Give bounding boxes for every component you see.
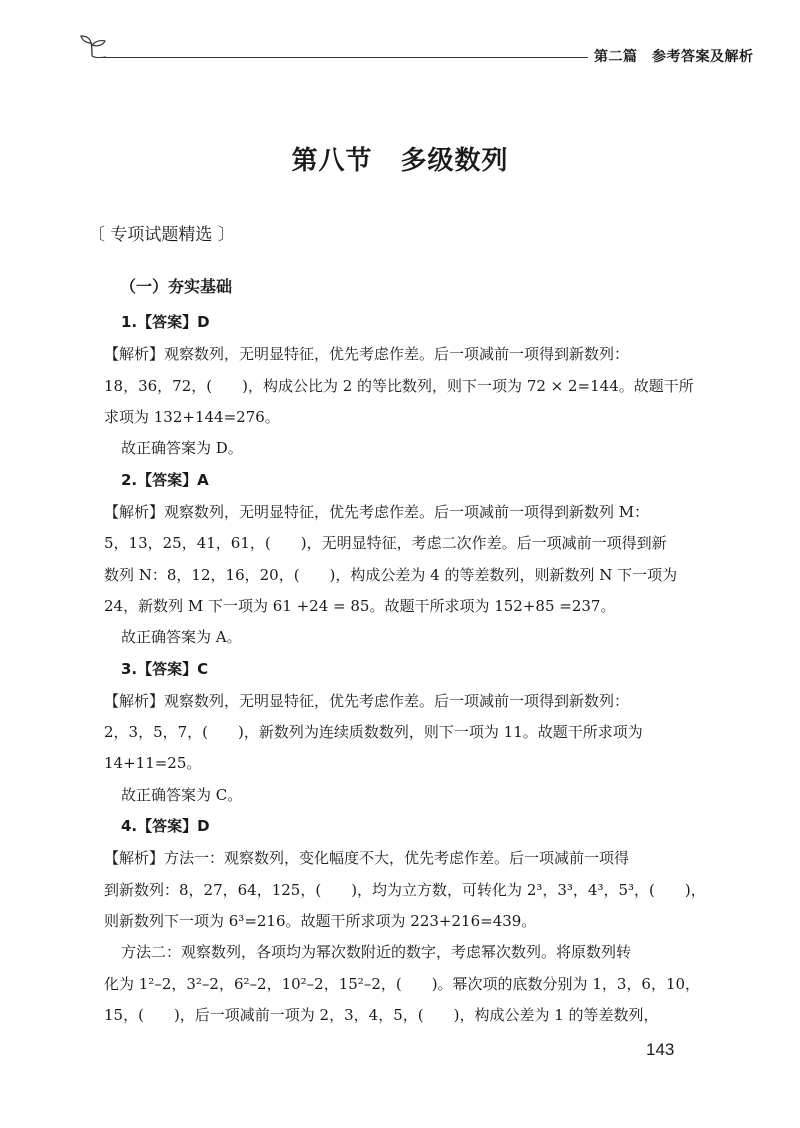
explanation-line: 化为 1²–2，3²–2，6²–2，10²–2，15²–2，( )。幂次项的底数分别为 1，3，6，10， bbox=[104, 975, 701, 993]
section-name: 多级数列 bbox=[400, 146, 509, 176]
answer-label: 1.【答案】D bbox=[121, 313, 210, 331]
explanation-line: 到新数列：8，27，64，125，( )，均为立方数，可转化为 2³，3³，4³，5³，( )， bbox=[104, 881, 706, 899]
explanation-line: 24，新数列 M 下一项为 61 +24 = 85。故题干所求项为 152+85 =237。 bbox=[104, 597, 616, 615]
explanation-line: 5，13，25，41，61，( )，无明显特征，考虑二次作差。后一项减前一项得到新 bbox=[104, 534, 667, 552]
answer-label: 2.【答案】A bbox=[121, 471, 209, 489]
header-title: 第二篇 参考答案及解析 bbox=[594, 49, 754, 65]
conclusion-line: 故正确答案为 A。 bbox=[121, 628, 242, 646]
sprout-icon bbox=[78, 34, 108, 58]
section-number: 第八节 bbox=[291, 146, 373, 176]
answer-label: 3.【答案】C bbox=[121, 660, 209, 678]
answer-label: 4.【答案】D bbox=[121, 817, 210, 835]
method-two-line: 方法二：观察数列，各项均为幂次数附近的数字，考虑幂次数列。将原数列转 bbox=[121, 943, 632, 961]
explanation-line: 2，3，5，7，( )，新数列为连续质数数列，则下一项为 11。故题干所求项为 bbox=[104, 723, 643, 741]
section-title bbox=[0, 140, 800, 177]
explanation-line: 18，36，72，( )，构成公比为 2 的等比数列，则下一项为 72 × 2=144。故题干所 bbox=[104, 377, 694, 395]
explanation-line: 【解析】方法一：观察数列，变化幅度不大，优先考虑作差。后一项减前一项得 bbox=[104, 849, 630, 867]
conclusion-line: 故正确答案为 C。 bbox=[121, 786, 243, 804]
explanation-line: 数列 N：8，12，16，20，( )，构成公差为 4 的等差数列，则新数列 N 下一项为 bbox=[104, 566, 678, 584]
header-rule bbox=[104, 57, 588, 58]
explanation-line: 求项为 132+144=276。 bbox=[104, 408, 280, 426]
explanation-line: 【解析】观察数列，无明显特征，优先考虑作差。后一项减前一项得到新数列： bbox=[104, 345, 630, 363]
conclusion-line: 故正确答案为 D。 bbox=[121, 439, 243, 457]
explanation-line: 【解析】观察数列，无明显特征，优先考虑作差。后一项减前一项得到新数列 M： bbox=[104, 503, 650, 521]
topic-banner: 〔 专项试题精选 〕 bbox=[88, 225, 235, 245]
explanation-line: 【解析】观察数列，无明显特征，优先考虑作差。后一项减前一项得到新数列： bbox=[104, 692, 630, 710]
subsection-heading: （一）夯实基础 bbox=[120, 277, 233, 296]
explanation-line: 15，( )，后一项减前一项为 2，3，4，5，( )，构成公差为 1 的等差数列， bbox=[104, 1006, 659, 1024]
explanation-line: 14+11=25。 bbox=[104, 754, 202, 772]
page-number: 143 bbox=[646, 1040, 675, 1059]
explanation-line: 则新数列下一项为 6³=216。故题干所求项为 223+216=439。 bbox=[104, 912, 537, 930]
running-header bbox=[78, 34, 754, 74]
